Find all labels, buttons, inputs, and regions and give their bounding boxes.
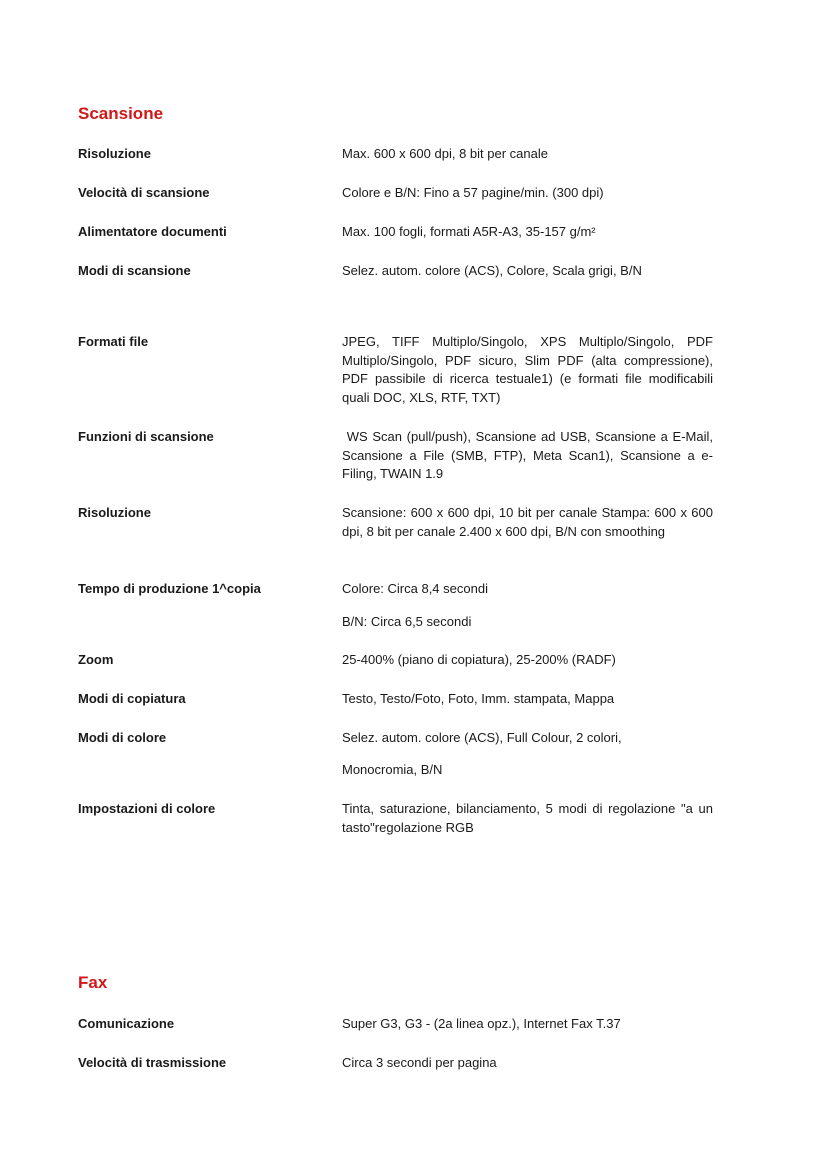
spec-value-velocita-trasmissione: Circa 3 secondi per pagina (342, 1055, 497, 1070)
spec-value-tempo-prima-copia-bn: B/N: Circa 6,5 secondi (342, 614, 472, 629)
spec-label-impostazioni-colore: Impostazioni di colore (78, 801, 216, 816)
spec-label-funzioni-scansione: Funzioni di scansione (78, 429, 214, 444)
spec-label-comunicazione: Comunicazione (78, 1016, 175, 1031)
spec-label-alimentatore-documenti: Alimentatore documenti (78, 224, 227, 239)
spec-label-risoluzione-copia: Risoluzione (78, 505, 151, 520)
section-title-scansione: Scansione (78, 104, 164, 123)
spec-label-velocita-scansione: Velocità di scansione (78, 185, 210, 200)
spec-value-alimentatore-documenti: Max. 100 fogli, formati A5R-A3, 35-157 g/m² (342, 224, 596, 239)
section-title-fax: Fax (78, 973, 108, 992)
spec-label-zoom: Zoom (78, 652, 114, 667)
spec-label-modi-copiatura: Modi di copiatura (78, 691, 186, 706)
spec-value-formati-file: JPEG, TIFF Multiplo/Singolo, XPS Multiplo/Singolo, PDF Multiplo/Singolo, PDF sicuro, Slim PDF (alta compressione), PDF passibile di ricerca testuale1) (e formati file modificabili quali DOC, XLS, RTF, TXT) (342, 334, 713, 405)
spec-value-modi-colore: Selez. autom. colore (ACS), Full Colour, 2 colori, (342, 730, 622, 745)
spec-label-modi-colore: Modi di colore (78, 730, 167, 745)
spec-value-risoluzione: Max. 600 x 600 dpi, 8 bit per canale (342, 146, 548, 161)
spec-label-risoluzione: Risoluzione (78, 146, 151, 161)
spec-value-comunicazione: Super G3, G3 - (2a linea opz.), Internet Fax T.37 (342, 1016, 621, 1031)
spec-value-modi-colore-cont: Monocromia, B/N (342, 762, 443, 777)
spec-value-modi-scansione: Selez. autom. colore (ACS), Colore, Scala grigi, B/N (342, 263, 642, 278)
spec-label-velocita-trasmissione: Velocità di trasmissione (78, 1055, 227, 1070)
spec-value-impostazioni-colore: Tinta, saturazione, bilanciamento, 5 modi di regolazione "a un tasto"regolazione RGB (342, 801, 713, 835)
spec-value-tempo-prima-copia-colore: Colore: Circa 8,4 secondi (342, 581, 488, 596)
spec-label-modi-scansione: Modi di scansione (78, 263, 191, 278)
spec-value-funzioni-scansione: WS Scan (pull/push), Scansione ad USB, Scansione a E-Mail, Scansione a File (SMB, FTP), Meta Scan1), Scansione a e-Filing, TWAIN 1.9 (342, 429, 717, 482)
spec-value-modi-copiatura: Testo, Testo/Foto, Foto, Imm. stampata, Mappa (342, 691, 615, 706)
spec-label-formati-file: Formati file (78, 334, 149, 349)
spec-label-tempo-prima-copia: Tempo di produzione 1^copia (78, 581, 261, 596)
spec-value-velocita-scansione: Colore e B/N: Fino a 57 pagine/min. (300 dpi) (342, 185, 604, 200)
spec-value-zoom: 25-400% (piano di copiatura), 25-200% (RADF) (342, 652, 616, 667)
spec-value-risoluzione-copia: Scansione: 600 x 600 dpi, 10 bit per canale Stampa: 600 x 600 dpi, 8 bit per canale 2.400 x 600 dpi, B/N con smoothing (342, 505, 713, 539)
